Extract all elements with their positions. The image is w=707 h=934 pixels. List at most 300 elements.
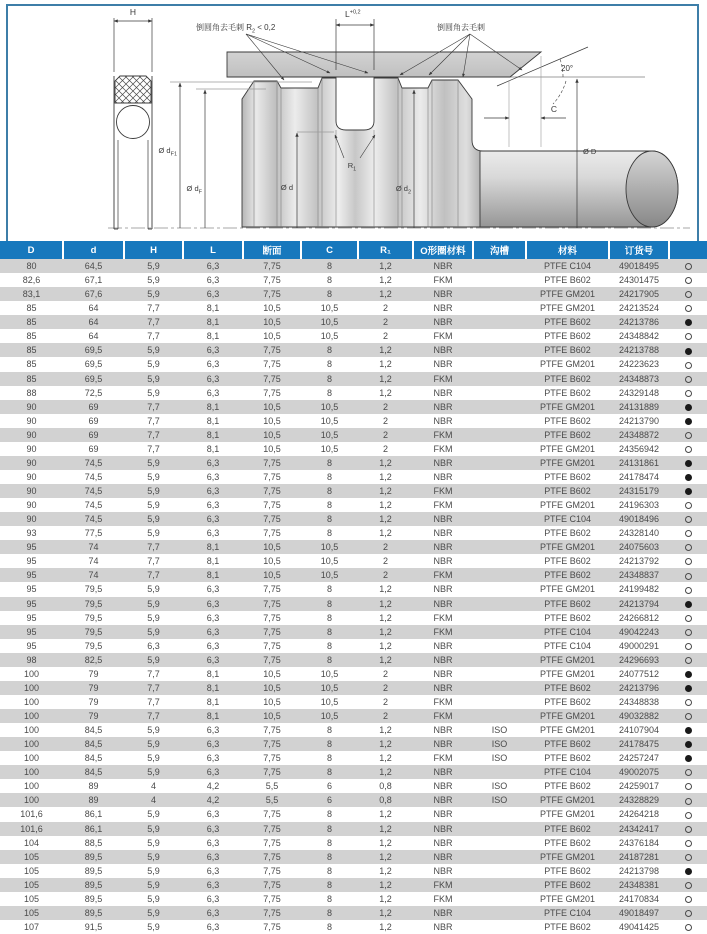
availability-dot-filled [685, 474, 692, 481]
cell-L: 6,3 [206, 823, 220, 834]
cell-section: 7,75 [263, 837, 281, 848]
cell-material: PTFE GM201 [539, 359, 595, 370]
cell-section: 10,5 [263, 696, 281, 707]
cell-L: 6,3 [206, 640, 220, 651]
cell-status [669, 273, 707, 287]
cell-oring-material: FKM [433, 429, 453, 440]
cell-oring-material: NBR [433, 528, 453, 539]
cell-oring-material: FKM [433, 275, 453, 286]
availability-dot-open [685, 826, 692, 833]
cell-section: 7,75 [263, 725, 281, 736]
cell-status [669, 428, 707, 442]
cell-d: 69 [88, 443, 99, 454]
cell-oring-material: NBR [433, 809, 453, 820]
table-row [0, 765, 707, 779]
table-row [0, 906, 707, 920]
cell-H: 5,9 [147, 584, 160, 595]
cell-section: 7,75 [263, 471, 281, 482]
availability-dot-open [685, 530, 692, 537]
cell-material: PTFE GM201 [539, 500, 595, 511]
cell-C: 8 [326, 514, 332, 525]
cell-H: 5,9 [147, 851, 160, 862]
cell-oring-material: NBR [433, 668, 453, 679]
cell-L: 6,3 [206, 907, 220, 918]
cell-d: 67,1 [84, 275, 103, 286]
cell-groove [473, 526, 526, 540]
cell-order-no: 24315179 [618, 486, 660, 497]
cell-material: PTFE C104 [543, 514, 592, 525]
table-row [0, 343, 707, 357]
availability-dot-filled [685, 671, 692, 678]
cell-C: 10,5 [320, 443, 339, 454]
availability-dot-filled [685, 601, 692, 608]
cell-oring-material: FKM [433, 711, 453, 722]
availability-dot-filled [685, 868, 692, 875]
cell-D: 105 [23, 851, 40, 862]
cell-groove [473, 512, 526, 526]
dimension-table [0, 241, 707, 934]
cell-material: PTFE B602 [544, 331, 591, 342]
cell-groove [473, 639, 526, 653]
cell-material: PTFE B602 [544, 612, 591, 623]
cell-groove [473, 864, 526, 878]
cell-oring-material: NBR [433, 598, 453, 609]
cell-d: 69,5 [84, 345, 103, 356]
cell-groove [473, 470, 526, 484]
cell-status [669, 554, 707, 568]
cell-d: 64 [88, 331, 99, 342]
cell-R1: 1,2 [379, 387, 392, 398]
cell-H: 7,7 [147, 415, 160, 426]
cell-groove [473, 259, 526, 273]
cell-order-no: 49002075 [618, 767, 660, 778]
cell-R1: 2 [382, 303, 388, 314]
availability-dot-open [685, 291, 692, 298]
cell-material: PTFE GM201 [539, 289, 595, 300]
cell-C: 8 [326, 345, 332, 356]
cell-section: 5,5 [265, 795, 279, 806]
cell-section: 7,75 [263, 626, 281, 637]
cell-C: 8 [326, 359, 332, 370]
cell-order-no: 24213794 [618, 598, 660, 609]
cell-order-no: 24356942 [618, 443, 660, 454]
cell-order-no: 49018496 [618, 514, 660, 525]
cell-D: 85 [26, 359, 37, 370]
cell-H: 7,7 [147, 696, 160, 707]
cell-groove [473, 695, 526, 709]
cell-section: 7,75 [263, 584, 281, 595]
column-header-status [669, 241, 707, 259]
cell-oring-material: NBR [433, 345, 453, 356]
cell-C: 10,5 [320, 317, 339, 328]
cell-oring-material: NBR [433, 359, 453, 370]
cell-material: PTFE GM201 [539, 809, 595, 820]
cell-H: 5,9 [147, 921, 160, 932]
cell-R1: 1,2 [379, 739, 392, 750]
cell-section: 7,75 [263, 275, 281, 286]
cell-L: 6,3 [206, 837, 220, 848]
cell-d: 74 [88, 570, 99, 581]
cell-oring-material: FKM [433, 500, 453, 511]
cell-status [669, 568, 707, 582]
cell-C: 8 [326, 809, 332, 820]
table-row [0, 779, 707, 793]
cell-R1: 2 [382, 415, 388, 426]
cell-C: 8 [326, 598, 332, 609]
cell-H: 7,7 [147, 401, 160, 412]
availability-dot-open [685, 376, 692, 383]
cell-order-no: 24329148 [618, 387, 660, 398]
cell-order-no: 49018495 [618, 261, 660, 272]
cell-d: 67,6 [84, 289, 103, 300]
cell-H: 5,9 [147, 823, 160, 834]
cell-status [669, 484, 707, 498]
cell-H: 7,7 [147, 570, 160, 581]
cell-H: 5,9 [147, 837, 160, 848]
cell-groove: ISO [491, 725, 508, 736]
cell-d: 79,5 [84, 612, 103, 623]
cell-R1: 2 [382, 668, 388, 679]
cell-section: 7,75 [263, 359, 281, 370]
availability-dot-open [685, 924, 692, 931]
cell-d: 89 [88, 781, 99, 792]
availability-dot-open [685, 657, 692, 664]
cell-d: 64 [88, 303, 99, 314]
table-row [0, 400, 707, 414]
cell-C: 10,5 [320, 556, 339, 567]
cell-R1: 2 [382, 570, 388, 581]
table-row [0, 568, 707, 582]
cell-L: 6,3 [206, 612, 220, 623]
cell-status [669, 470, 707, 484]
cell-L: 6,3 [206, 289, 220, 300]
table-row [0, 512, 707, 526]
cell-section: 10,5 [263, 303, 281, 314]
cell-material: PTFE GM201 [539, 725, 595, 736]
cell-section: 10,5 [263, 331, 281, 342]
label-D: Ø D [583, 147, 597, 156]
cell-L: 6,3 [206, 387, 220, 398]
cell-H: 5,9 [147, 598, 160, 609]
cell-L: 6,3 [206, 626, 220, 637]
cell-oring-material: FKM [433, 879, 453, 890]
cell-oring-material: NBR [433, 725, 453, 736]
cell-groove [473, 709, 526, 723]
cell-order-no: 24376184 [618, 837, 660, 848]
cell-H: 5,9 [147, 387, 160, 398]
cell-R1: 1,2 [379, 612, 392, 623]
cell-d: 74,5 [84, 500, 103, 511]
cell-material: PTFE B602 [544, 317, 591, 328]
cell-H: 7,7 [147, 668, 160, 679]
label-C: C [550, 104, 558, 114]
table-row [0, 639, 707, 653]
cell-section: 7,75 [263, 851, 281, 862]
cell-R1: 1,2 [379, 851, 392, 862]
cell-status [669, 906, 707, 920]
cell-status [669, 400, 707, 414]
cell-groove [473, 456, 526, 470]
cell-d: 89,5 [84, 865, 103, 876]
cell-H: 5,9 [147, 879, 160, 890]
cell-order-no: 24328829 [618, 795, 660, 806]
cell-order-no: 24170834 [618, 893, 660, 904]
cell-order-no: 24131861 [618, 457, 660, 468]
table-row [0, 597, 707, 611]
cell-material: PTFE B602 [544, 570, 591, 581]
cell-oring-material: NBR [433, 907, 453, 918]
cell-C: 10,5 [320, 668, 339, 679]
cell-groove [473, 414, 526, 428]
cell-material: PTFE B602 [544, 598, 591, 609]
cell-d: 79 [88, 696, 99, 707]
cell-material: PTFE GM201 [539, 795, 595, 806]
cell-oring-material: NBR [433, 457, 453, 468]
cell-d: 74 [88, 542, 99, 553]
cell-status [669, 807, 707, 821]
table-row [0, 681, 707, 695]
cell-R1: 1,2 [379, 823, 392, 834]
cell-status [669, 836, 707, 850]
cell-groove [473, 484, 526, 498]
cell-section: 10,5 [263, 443, 281, 454]
cell-L: 6,3 [206, 865, 220, 876]
cell-order-no: 24328140 [618, 528, 660, 539]
cell-order-no: 24213790 [618, 415, 660, 426]
cell-H: 7,7 [147, 303, 160, 314]
cell-D: 100 [23, 682, 40, 693]
cell-status [669, 695, 707, 709]
cell-L: 6,3 [206, 345, 220, 356]
cell-groove [473, 568, 526, 582]
cell-oring-material: FKM [433, 696, 453, 707]
cell-oring-material: NBR [433, 851, 453, 862]
cell-d: 84,5 [84, 753, 103, 764]
availability-dot-open [685, 896, 692, 903]
cell-groove: ISO [491, 739, 508, 750]
cell-R1: 1,2 [379, 584, 392, 595]
cell-groove [473, 498, 526, 512]
cell-R1: 1,2 [379, 261, 392, 272]
cell-status [669, 653, 707, 667]
label-dF1: Ø $d_{F1}$ [158, 146, 177, 158]
cell-status [669, 343, 707, 357]
column-header-d: d [63, 241, 124, 259]
cell-C: 10,5 [320, 570, 339, 581]
cell-R1: 1,2 [379, 359, 392, 370]
cell-section: 10,5 [263, 682, 281, 693]
cell-section: 7,75 [263, 907, 281, 918]
availability-dot-filled [685, 488, 692, 495]
cell-material: PTFE B602 [544, 275, 591, 286]
cell-order-no: 49032882 [618, 711, 660, 722]
cell-R1: 1,2 [379, 907, 392, 918]
cell-d: 64 [88, 317, 99, 328]
table-row [0, 751, 707, 765]
availability-dot-open [685, 333, 692, 340]
cell-section: 10,5 [263, 711, 281, 722]
cell-C: 8 [326, 725, 332, 736]
cell-H: 7,7 [147, 331, 160, 342]
cell-order-no: 24266812 [618, 612, 660, 623]
cell-status [669, 864, 707, 878]
cell-material: PTFE B602 [544, 865, 591, 876]
cell-section: 7,75 [263, 767, 281, 778]
cell-section: 7,75 [263, 893, 281, 904]
cell-H: 7,7 [147, 429, 160, 440]
cell-R1: 2 [382, 542, 388, 553]
cell-status [669, 892, 707, 906]
cell-section: 7,75 [263, 809, 281, 820]
cell-d: 91,5 [84, 921, 103, 932]
table-row [0, 836, 707, 850]
seal-groove-drawing [0, 0, 707, 241]
cell-oring-material: NBR [433, 514, 453, 525]
table-row [0, 540, 707, 554]
cell-section: 10,5 [263, 556, 281, 567]
cell-D: 100 [23, 711, 40, 722]
cell-D: 85 [26, 317, 37, 328]
cell-H: 5,9 [147, 865, 160, 876]
cell-R1: 1,2 [379, 753, 392, 764]
cell-section: 7,75 [263, 486, 281, 497]
cell-status [669, 315, 707, 329]
cell-status [669, 456, 707, 470]
cell-material: PTFE B602 [544, 696, 591, 707]
label-H: H [129, 7, 137, 17]
cell-L: 6,3 [206, 373, 220, 384]
cell-material: PTFE B602 [544, 682, 591, 693]
cell-d: 79,5 [84, 598, 103, 609]
cell-H: 7,7 [147, 711, 160, 722]
label-dF: Ø $d_F$ [186, 184, 202, 196]
cell-material: PTFE B602 [544, 415, 591, 426]
cell-D: 95 [26, 542, 37, 553]
table-row [0, 667, 707, 681]
label-d2: Ø $d_2$ [395, 184, 411, 196]
cell-status [669, 681, 707, 695]
cell-D: 90 [26, 471, 37, 482]
cell-D: 101,6 [20, 823, 43, 834]
cell-L: 6,3 [206, 514, 220, 525]
cell-d: 84,5 [84, 725, 103, 736]
cell-R1: 1,2 [379, 275, 392, 286]
availability-dot-open [685, 516, 692, 523]
dim-H [114, 18, 152, 72]
cell-L: 8,1 [206, 570, 220, 581]
cell-L: 6,3 [206, 753, 220, 764]
cell-D: 100 [23, 753, 40, 764]
cell-C: 10,5 [320, 696, 339, 707]
cell-groove [473, 428, 526, 442]
cell-D: 95 [26, 612, 37, 623]
cell-d: 74,5 [84, 471, 103, 482]
cell-H: 5,9 [147, 275, 160, 286]
cell-oring-material: NBR [433, 303, 453, 314]
cell-material: PTFE C104 [543, 767, 592, 778]
table-row [0, 920, 707, 934]
cell-order-no: 24348872 [618, 429, 660, 440]
availability-dot-open [685, 783, 692, 790]
cell-D: 95 [26, 598, 37, 609]
cell-L: 6,3 [206, 275, 220, 286]
cell-groove [473, 681, 526, 695]
cell-section: 7,75 [263, 654, 281, 665]
cell-material: PTFE C104 [543, 626, 592, 637]
cell-order-no: 24348381 [618, 879, 660, 890]
cell-order-no: 24342417 [618, 823, 660, 834]
cell-section: 10,5 [263, 570, 281, 581]
cell-D: 100 [23, 781, 40, 792]
cell-status [669, 737, 707, 751]
table-row [0, 273, 707, 287]
cell-groove [473, 315, 526, 329]
cell-oring-material: NBR [433, 415, 453, 426]
cell-L: 8,1 [206, 443, 220, 454]
cell-groove [473, 611, 526, 625]
cell-H: 5,9 [147, 500, 160, 511]
cell-groove [473, 329, 526, 343]
cell-D: 90 [26, 486, 37, 497]
cell-H: 5,9 [147, 626, 160, 637]
cell-material: PTFE GM201 [539, 401, 595, 412]
cell-groove [473, 878, 526, 892]
cell-D: 90 [26, 401, 37, 412]
cell-C: 8 [326, 837, 332, 848]
cell-order-no: 49041425 [618, 921, 660, 932]
cell-C: 8 [326, 640, 332, 651]
table-row [0, 850, 707, 864]
table-row [0, 625, 707, 639]
cell-H: 5,9 [147, 893, 160, 904]
cell-C: 8 [326, 387, 332, 398]
cell-groove [473, 287, 526, 301]
cell-H: 5,9 [147, 514, 160, 525]
ptfe-ring-hatch [115, 76, 151, 103]
cell-D: 100 [23, 739, 40, 750]
cell-L: 6,3 [206, 725, 220, 736]
cell-groove [473, 400, 526, 414]
cell-C: 8 [326, 500, 332, 511]
cell-material: PTFE B602 [544, 921, 591, 932]
cell-L: 6,3 [206, 654, 220, 665]
cell-H: 4 [150, 781, 156, 792]
cell-order-no: 24348837 [618, 570, 660, 581]
cell-oring-material: FKM [433, 570, 453, 581]
table-row [0, 357, 707, 371]
cell-L: 6,3 [206, 851, 220, 862]
cell-oring-material: NBR [433, 781, 453, 792]
table-row [0, 611, 707, 625]
cell-H: 5,9 [147, 457, 160, 468]
technical-drawing [0, 0, 707, 241]
cell-order-no: 24187281 [618, 851, 660, 862]
cell-section: 7,75 [263, 598, 281, 609]
cell-L: 6,3 [206, 893, 220, 904]
cell-R1: 1,2 [379, 837, 392, 848]
table-row [0, 259, 707, 273]
cell-L: 4,2 [206, 795, 220, 806]
cell-D: 83,1 [22, 289, 41, 300]
cell-L: 8,1 [206, 696, 220, 707]
cell-D: 85 [26, 373, 37, 384]
availability-dot-filled [685, 460, 692, 467]
cell-oring-material: NBR [433, 865, 453, 876]
cell-material: PTFE B602 [544, 739, 591, 750]
cell-H: 5,9 [147, 612, 160, 623]
cell-C: 8 [326, 612, 332, 623]
cell-d: 74,5 [84, 514, 103, 525]
